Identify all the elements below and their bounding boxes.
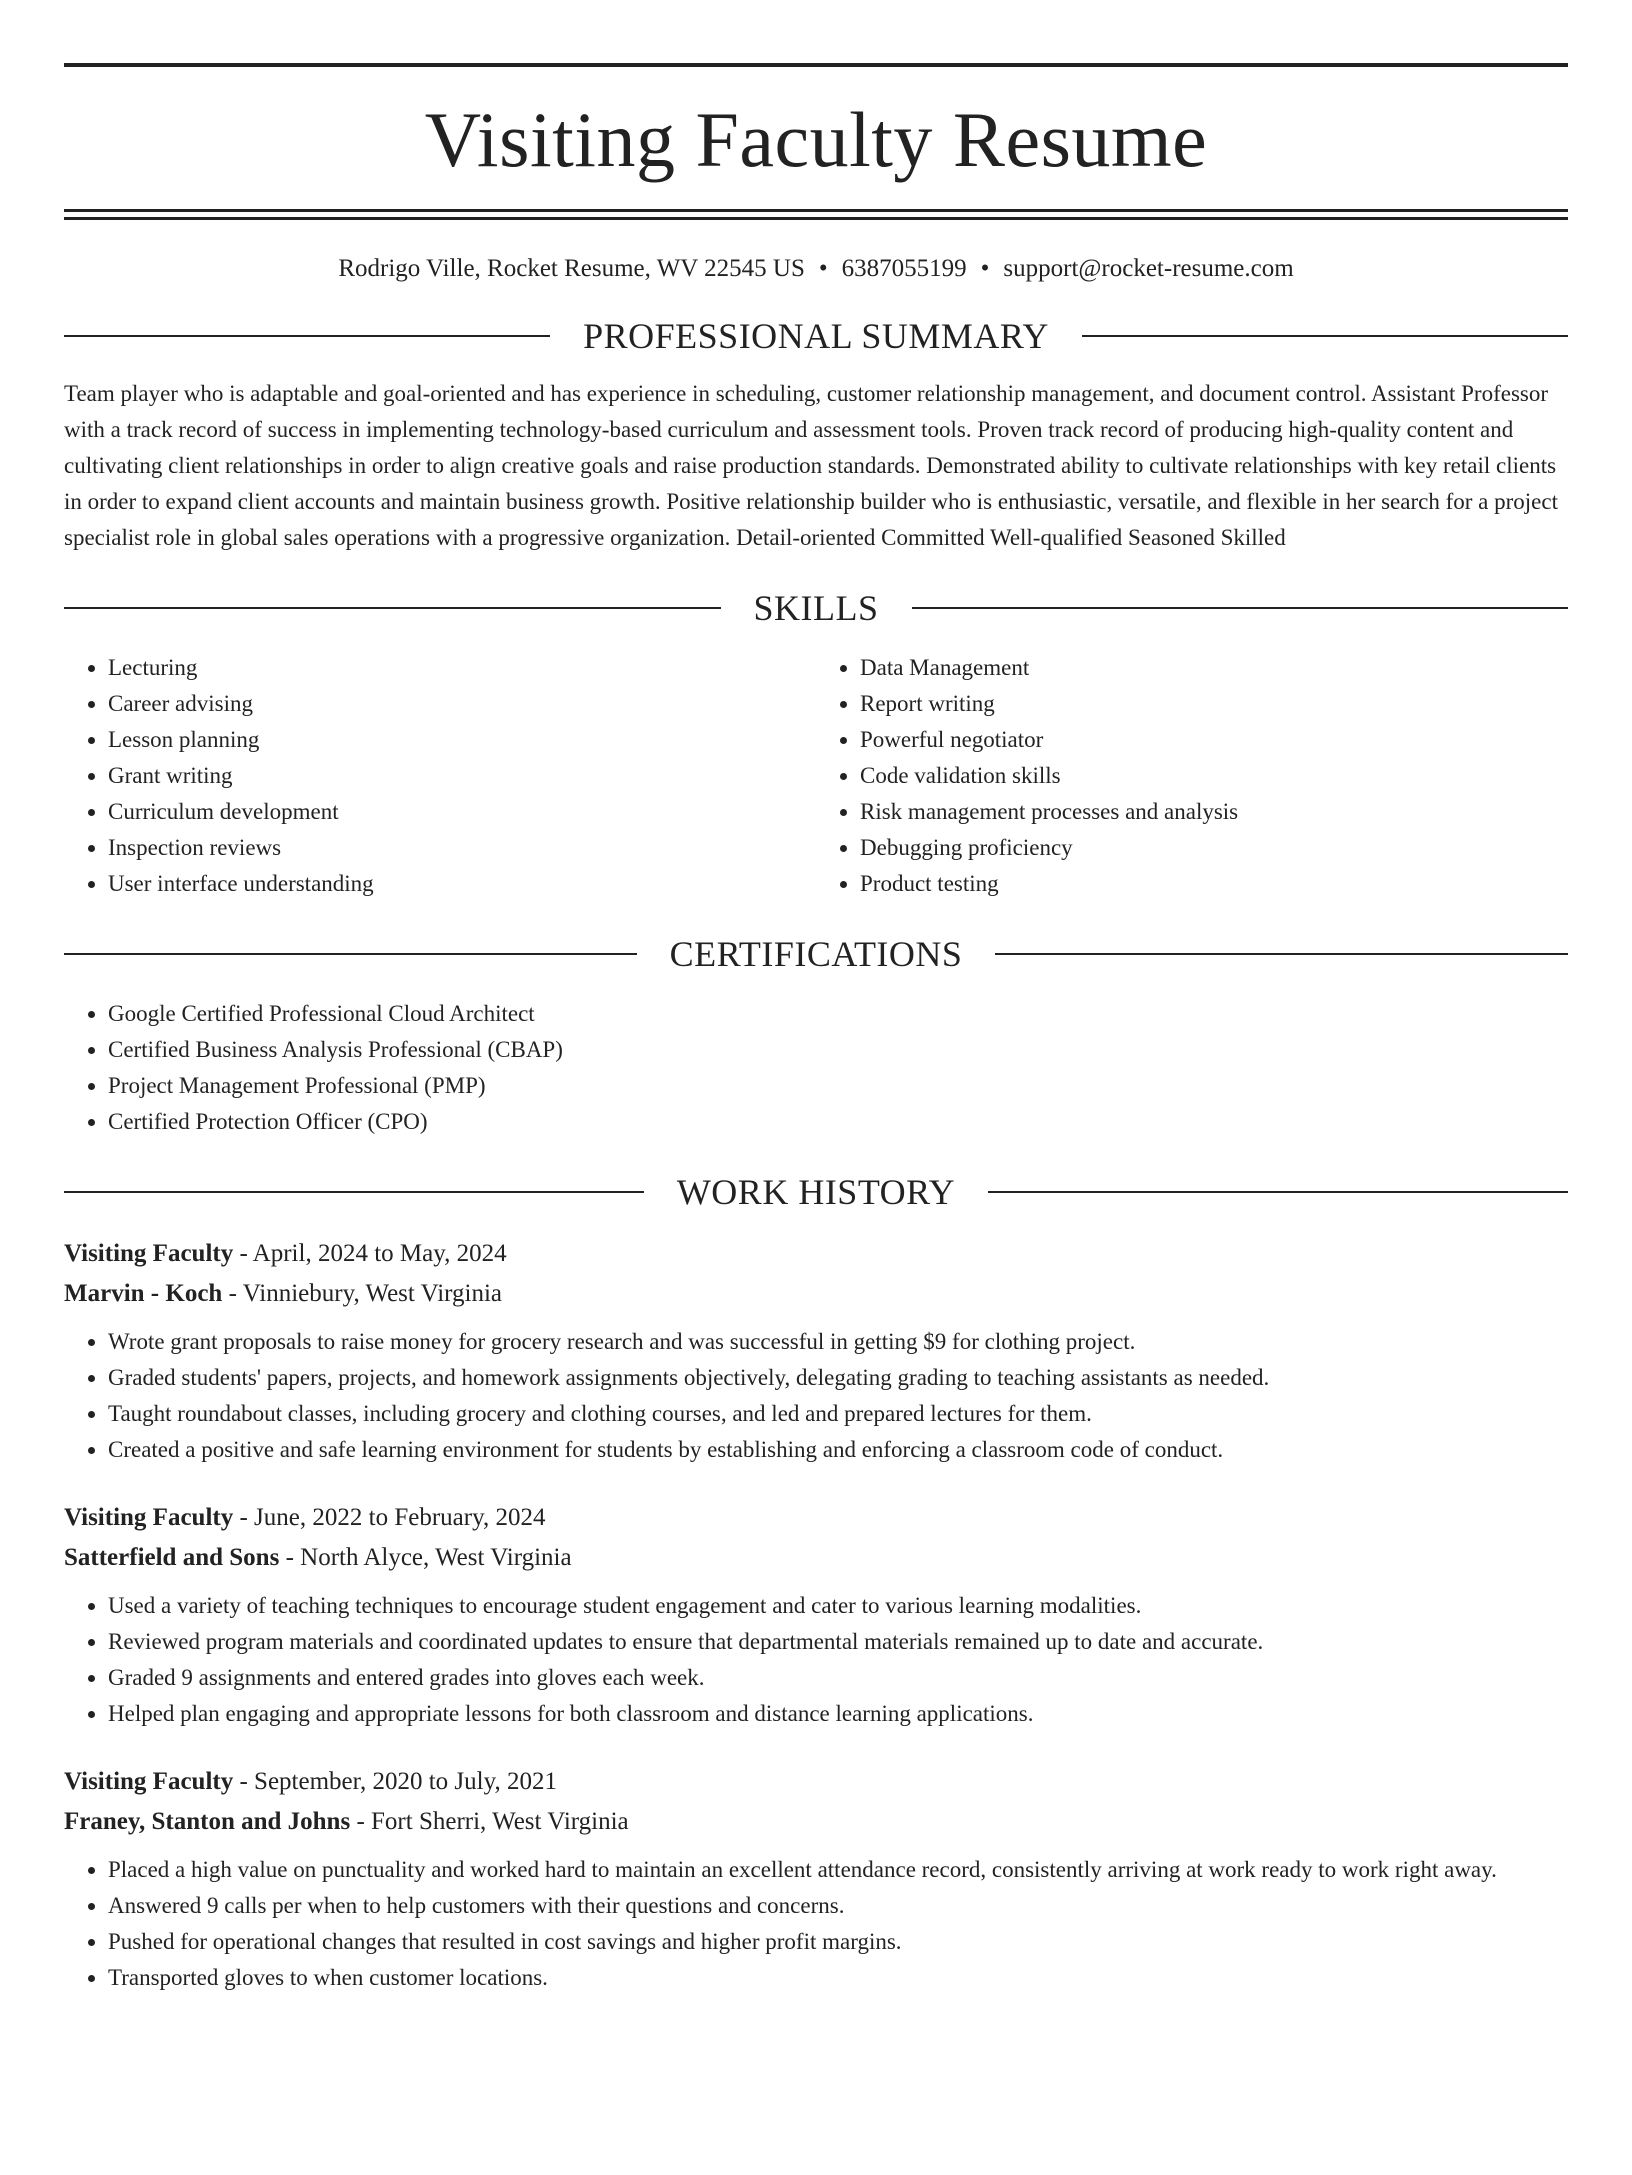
job-entry bbox=[64, 1498, 1568, 1732]
job-duty-item: • Reviewed program materials and coordinated updates to ensure that departmental materials remained up to date and accurate. bbox=[108, 1624, 1568, 1660]
job-entry bbox=[64, 1234, 1568, 1468]
job-duty-item: • Answered 9 calls per when to help customers with their questions and concerns. bbox=[108, 1888, 1568, 1924]
certifications-heading-label: CERTIFICATIONS bbox=[669, 934, 963, 974]
skill-item: • Product testing bbox=[860, 866, 1568, 902]
contact-address: Rodrigo Ville, Rocket Resume, WV 22545 US bbox=[338, 255, 805, 282]
contact-separator: • bbox=[980, 255, 990, 282]
heading-rule-left bbox=[64, 953, 637, 955]
professional-summary-text: Team player who is adaptable and goal-oriented and has experience in scheduling, customer relationship management, and document control. Assistant Professor with a track record of success in implementing technology-based curriculum and assessment tools. Proven track record of producing high-quality content and cultivating client relationships in order to align creative goals and raise production standards. Demonstrated ability to cultivate relationships with key retail clients in order to expand client accounts and maintain business growth. Positive relationship builder who is enthusiastic, versatile, and flexible in her search for a project specialist role in global sales operations with a progressive organization. Detail-oriented Committed Well-qualified Seasoned Skilled bbox=[64, 381, 1558, 550]
heading-rule-right bbox=[988, 1191, 1568, 1193]
job-duty-item: • Created a positive and safe learning environment for students by establishing and enforcing a classroom code of conduct. bbox=[108, 1432, 1568, 1468]
skill-item: • Debugging proficiency bbox=[860, 830, 1568, 866]
skill-item: • Grant writing bbox=[108, 758, 816, 794]
job-duty-item: • Taught roundabout classes, including grocery and clothing courses, and led and prepared lectures for them. bbox=[108, 1396, 1568, 1432]
job-location: Vinniebury, West Virginia bbox=[242, 1280, 503, 1307]
skills-column-left bbox=[64, 650, 816, 902]
job-company: Franey, Stanton and Johns bbox=[64, 1808, 351, 1835]
job-duty-item: • Used a variety of teaching techniques to encourage student engagement and cater to various learning modalities. bbox=[108, 1588, 1568, 1624]
skills-heading-label: SKILLS bbox=[753, 588, 879, 628]
skill-item: • Lesson planning bbox=[108, 722, 816, 758]
skill-item: • User interface understanding bbox=[108, 866, 816, 902]
skill-item: • Lecturing bbox=[108, 650, 816, 686]
job-duty-item: • Pushed for operational changes that resulted in cost savings and higher profit margins. bbox=[108, 1924, 1568, 1960]
job-title-line: Visiting Faculty - April, 2024 to May, 2024 bbox=[64, 1240, 507, 1267]
job-title: Visiting Faculty bbox=[64, 1504, 234, 1531]
job-dates: September, 2020 to July, 2021 bbox=[254, 1768, 557, 1795]
skill-item: • Powerful negotiator bbox=[860, 722, 1568, 758]
certification-item: • Certified Business Analysis Professional (CBAP) bbox=[108, 1032, 1568, 1068]
job-title: Visiting Faculty bbox=[64, 1768, 234, 1795]
title-double-divider bbox=[64, 209, 1568, 220]
job-dates: April, 2024 to May, 2024 bbox=[252, 1240, 507, 1267]
job-duty-item: • Transported gloves to when customer locations. bbox=[108, 1960, 1568, 1996]
skill-item: • Code validation skills bbox=[860, 758, 1568, 794]
certification-item: • Project Management Professional (PMP) bbox=[108, 1068, 1568, 1104]
heading-rule-left bbox=[64, 335, 550, 337]
heading-rule-right bbox=[995, 953, 1568, 955]
job-title-line: Visiting Faculty - September, 2020 to July, 2021 bbox=[64, 1768, 557, 1795]
job-title: Visiting Faculty bbox=[64, 1240, 234, 1267]
skill-item: • Risk management processes and analysis bbox=[860, 794, 1568, 830]
job-location: Fort Sherri, West Virginia bbox=[371, 1808, 629, 1835]
job-dates: June, 2022 to February, 2024 bbox=[254, 1504, 546, 1531]
resume-page bbox=[0, 63, 1632, 2175]
job-company-line: Satterfield and Sons - North Alyce, West Virginia bbox=[64, 1544, 572, 1571]
job-duty-item: • Helped plan engaging and appropriate lessons for both classroom and distance learning applications. bbox=[108, 1696, 1568, 1732]
job-duty-item: • Graded students' papers, projects, and homework assignments objectively, delegating grading to teaching assistants as needed. bbox=[108, 1360, 1568, 1396]
job-company-line: Marvin - Koch - Vinniebury, West Virginia bbox=[64, 1280, 503, 1307]
job-duty-item: • Wrote grant proposals to raise money for grocery research and was successful in getting $9 for clothing project. bbox=[108, 1324, 1568, 1360]
contact-separator: • bbox=[818, 255, 828, 282]
skills-list bbox=[64, 650, 1568, 902]
skills-column-right bbox=[816, 650, 1568, 902]
job-duty-item: • Graded 9 assignments and entered grades into gloves each week. bbox=[108, 1660, 1568, 1696]
summary-section-heading bbox=[64, 318, 1568, 354]
contact-line bbox=[64, 254, 1568, 284]
heading-rule-right bbox=[1082, 335, 1568, 337]
skill-item: • Career advising bbox=[108, 686, 816, 722]
contact-email: support@rocket-resume.com bbox=[1003, 255, 1294, 282]
heading-rule-left bbox=[64, 1191, 644, 1193]
skill-item: • Inspection reviews bbox=[108, 830, 816, 866]
summary-heading-label: PROFESSIONAL SUMMARY bbox=[583, 316, 1049, 356]
job-company-line: Franey, Stanton and Johns - Fort Sherri, West Virginia bbox=[64, 1808, 629, 1835]
skills-section-heading bbox=[64, 590, 1568, 626]
heading-rule-right bbox=[912, 607, 1569, 609]
certification-item: • Google Certified Professional Cloud Architect bbox=[108, 996, 1568, 1032]
skill-item: • Curriculum development bbox=[108, 794, 816, 830]
job-title-line: Visiting Faculty - June, 2022 to February, 2024 bbox=[64, 1504, 546, 1531]
job-location: North Alyce, West Virginia bbox=[300, 1544, 572, 1571]
certifications-list bbox=[64, 996, 1568, 1140]
contact-phone: 6387055199 bbox=[841, 255, 967, 282]
heading-rule-left bbox=[64, 607, 721, 609]
work-history-section-heading bbox=[64, 1174, 1568, 1210]
certifications-section-heading bbox=[64, 936, 1568, 972]
skill-item: • Report writing bbox=[860, 686, 1568, 722]
job-entry bbox=[64, 1762, 1568, 1996]
skill-item: • Data Management bbox=[860, 650, 1568, 686]
certification-item: • Certified Protection Officer (CPO) bbox=[108, 1104, 1568, 1140]
work-history-heading-label: WORK HISTORY bbox=[676, 1172, 956, 1212]
top-divider bbox=[64, 63, 1568, 67]
job-company: Satterfield and Sons bbox=[64, 1544, 280, 1571]
job-duty-item: • Placed a high value on punctuality and worked hard to maintain an excellent attendance record, consistently arriving at work ready to work right away. bbox=[108, 1852, 1568, 1888]
document-title: Visiting Faculty Resume bbox=[424, 96, 1208, 183]
job-company: Marvin - Koch bbox=[64, 1280, 223, 1307]
